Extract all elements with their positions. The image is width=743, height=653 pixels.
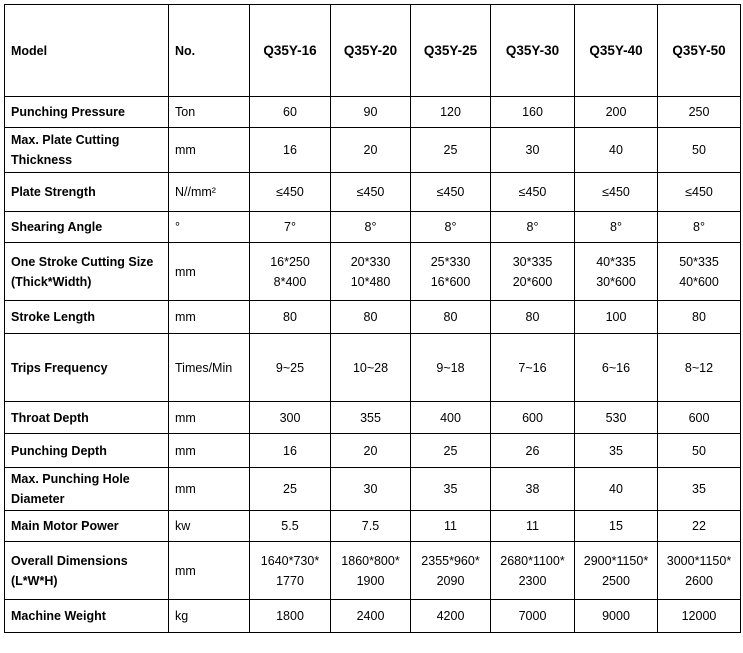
value-line: 160 (522, 105, 543, 119)
unit-cell: mm (169, 402, 250, 434)
value-line: 30 (525, 143, 540, 157)
value-cell (575, 243, 658, 301)
spec-row-trips-frequency (5, 334, 741, 402)
value-cell (250, 542, 331, 600)
value-line: 530 (605, 410, 627, 425)
value-line: 9000 (602, 609, 630, 623)
value-line: ≤450 (436, 185, 465, 199)
model-q35y-16: Q35Y-16 (250, 5, 331, 97)
value-line: 20*330 (350, 254, 391, 269)
value-line: 2600 (685, 573, 713, 588)
value-line: 26 (525, 443, 540, 458)
value-cell (491, 434, 575, 468)
value-line: 35 (609, 443, 623, 458)
model-header: Model (5, 5, 169, 97)
value-cell (250, 243, 331, 301)
param-label-line: Punching Depth (11, 443, 107, 458)
value-line: 90 (363, 105, 378, 119)
param-label-line: Plate Strength (11, 185, 96, 199)
value-cell (411, 173, 491, 212)
value-line: 80 (283, 310, 297, 324)
value-cell (575, 128, 658, 173)
value-cell (331, 402, 411, 434)
value-line: 8° (444, 220, 457, 234)
value-cell (250, 212, 331, 243)
param-label (5, 243, 169, 301)
param-label (5, 334, 169, 402)
param-label-line: Shearing Angle (11, 220, 103, 234)
value-line: 7~16 (518, 360, 547, 375)
value-line: 10*480 (350, 274, 391, 289)
value-cell (658, 173, 741, 212)
param-label (5, 402, 169, 434)
model-q35y-30: Q35Y-30 (491, 5, 575, 97)
value-line: 35 (443, 482, 458, 496)
value-cell (491, 128, 575, 173)
value-cell (491, 334, 575, 402)
value-line: 20*600 (512, 274, 553, 289)
value-cell (250, 468, 331, 511)
value-cell (250, 334, 331, 402)
value-line: 3000*1150* (666, 553, 732, 568)
value-line: 600 (522, 410, 543, 425)
value-line: 200 (605, 105, 627, 119)
value-line: ≤450 (276, 185, 304, 199)
value-cell (575, 600, 658, 633)
value-cell (411, 334, 491, 402)
param-label (5, 301, 169, 334)
value-line: 8° (364, 220, 377, 234)
value-line: 16 (283, 143, 297, 157)
param-label-line: Max. Punching Hole (11, 472, 130, 486)
value-line: 8~12 (684, 360, 714, 375)
value-cell (575, 212, 658, 243)
value-cell (250, 97, 331, 128)
value-cell (658, 511, 741, 542)
param-label (5, 511, 169, 542)
model-q35y-40: Q35Y-40 (575, 5, 658, 97)
value-cell (411, 212, 491, 243)
unit-cell: Ton (169, 97, 250, 128)
param-label (5, 542, 169, 600)
value-cell (575, 468, 658, 511)
spec-row-machine-weight (5, 600, 741, 633)
param-label-line: Throat Depth (11, 410, 89, 425)
value-cell (658, 97, 741, 128)
value-line: 16 (283, 443, 297, 458)
value-cell (331, 212, 411, 243)
value-line: 20 (363, 443, 378, 458)
value-line: 40*600 (679, 274, 719, 289)
value-line: 40 (609, 143, 623, 157)
param-label-line: Main Motor Power (11, 519, 119, 533)
value-cell (658, 301, 741, 334)
value-line: 38 (525, 482, 540, 496)
value-cell (575, 173, 658, 212)
value-cell (491, 301, 575, 334)
value-line: ≤450 (356, 185, 385, 199)
param-label (5, 97, 169, 128)
value-line: 9~25 (275, 360, 305, 375)
value-line: 2680*1100* (500, 553, 565, 568)
spec-row-main-motor-power (5, 511, 741, 542)
value-line: 25 (443, 143, 458, 157)
value-line: 1900 (356, 573, 385, 588)
param-label (5, 600, 169, 633)
param-label-line: Overall Dimensions (11, 553, 128, 568)
value-line: 11 (526, 519, 539, 533)
value-line: 100 (605, 310, 627, 324)
value-line: 355 (360, 410, 381, 425)
value-line: 40 (609, 482, 623, 496)
value-cell (491, 97, 575, 128)
param-label-line: (Thick*Width) (11, 274, 92, 289)
model-q35y-20: Q35Y-20 (331, 5, 411, 97)
param-label-line: (L*W*H) (11, 573, 58, 588)
spec-row-stroke-length (5, 301, 741, 334)
value-line: 12000 (681, 609, 717, 623)
value-line: 8° (693, 220, 705, 234)
value-line: 7° (284, 220, 296, 234)
value-line: 80 (443, 310, 458, 324)
value-cell (575, 301, 658, 334)
unit-cell: mm (169, 243, 250, 301)
value-cell (331, 301, 411, 334)
value-cell (658, 468, 741, 511)
value-cell (575, 542, 658, 600)
value-cell (658, 212, 741, 243)
value-line: 50 (692, 143, 706, 157)
value-line: 7.5 (361, 519, 380, 533)
value-cell (411, 511, 491, 542)
value-cell (331, 542, 411, 600)
value-cell (658, 600, 741, 633)
value-cell (331, 511, 411, 542)
value-cell (575, 402, 658, 434)
param-label-line: Thickness (11, 153, 73, 167)
value-cell (658, 243, 741, 301)
value-cell (491, 511, 575, 542)
value-cell (658, 542, 741, 600)
value-cell (411, 468, 491, 511)
unit-cell: N//mm² (169, 173, 250, 212)
value-line: 6~16 (601, 360, 631, 375)
value-line: 50*335 (679, 254, 719, 269)
param-label-line: Machine Weight (11, 609, 106, 623)
value-cell (658, 402, 741, 434)
value-cell (491, 600, 575, 633)
spec-row-shearing-angle (5, 212, 741, 243)
value-cell (575, 511, 658, 542)
value-line: 80 (525, 310, 540, 324)
value-cell (411, 434, 491, 468)
spec-row-punching-pressure (5, 97, 741, 128)
value-cell (491, 542, 575, 600)
spec-row-one-stroke-cutting-size (5, 243, 741, 301)
value-line: 30 (363, 482, 378, 496)
value-line: 2400 (356, 609, 385, 623)
value-cell (331, 600, 411, 633)
spec-row-overall-dimensions (5, 542, 741, 600)
value-line: 30*335 (512, 254, 553, 269)
param-label (5, 468, 169, 511)
value-line: 4200 (436, 609, 465, 623)
model-q35y-25: Q35Y-25 (411, 5, 491, 97)
value-line: 8*400 (273, 274, 307, 289)
value-line: ≤450 (685, 185, 713, 199)
spec-row-max-plate-cutting-thickness (5, 128, 741, 173)
unit-cell: kw (169, 511, 250, 542)
param-label-line: One Stroke Cutting Size (11, 254, 154, 269)
value-line: 20 (363, 143, 378, 157)
value-cell (331, 434, 411, 468)
value-line: 9~18 (436, 360, 465, 375)
value-line: 250 (688, 105, 710, 119)
value-cell (331, 334, 411, 402)
value-cell (411, 402, 491, 434)
unit-cell: Times/Min (169, 334, 250, 402)
value-line: 8° (610, 220, 622, 234)
spec-row-punching-depth (5, 434, 741, 468)
unit-cell: mm (169, 301, 250, 334)
value-cell (250, 434, 331, 468)
value-cell (491, 402, 575, 434)
value-cell (491, 468, 575, 511)
value-line: 80 (692, 310, 706, 324)
value-line: 400 (440, 410, 461, 425)
value-line: 1800 (276, 609, 304, 623)
param-label-line: Max. Plate Cutting (11, 133, 120, 147)
value-line: 40*335 (596, 254, 636, 269)
value-cell (411, 97, 491, 128)
value-cell (658, 334, 741, 402)
value-line: 35 (692, 482, 706, 496)
value-line: 16*250 (270, 254, 310, 269)
value-line: 16*600 (430, 274, 471, 289)
value-cell (411, 128, 491, 173)
value-cell (250, 301, 331, 334)
param-label (5, 128, 169, 173)
value-cell (575, 334, 658, 402)
value-cell (250, 402, 331, 434)
value-line: 50 (692, 443, 706, 458)
value-cell (411, 243, 491, 301)
unit-cell: mm (169, 468, 250, 511)
value-line: 2090 (436, 573, 465, 588)
value-cell (658, 128, 741, 173)
value-cell (250, 600, 331, 633)
value-line: 10~28 (352, 360, 389, 375)
value-line: 25*330 (430, 254, 471, 269)
value-line: 300 (279, 410, 301, 425)
value-line: 1860*800* (341, 553, 400, 568)
param-label (5, 173, 169, 212)
spec-row-max-punching-hole-diameter (5, 468, 741, 511)
value-cell (250, 128, 331, 173)
value-cell (331, 243, 411, 301)
header-row (5, 5, 741, 97)
value-cell (491, 212, 575, 243)
value-line: 2355*960* (421, 553, 480, 568)
value-line: 2300 (518, 573, 547, 588)
value-line: 80 (363, 310, 378, 324)
value-line: 1770 (276, 573, 304, 588)
value-cell (331, 173, 411, 212)
value-cell (411, 600, 491, 633)
value-cell (658, 434, 741, 468)
value-line: 7000 (518, 609, 547, 623)
value-line: 120 (440, 105, 461, 119)
value-cell (411, 301, 491, 334)
value-cell (250, 173, 331, 212)
spec-row-plate-strength (5, 173, 741, 212)
value-cell (250, 511, 331, 542)
unit-cell: mm (169, 128, 250, 173)
value-line: 1640*730* (260, 553, 320, 568)
value-cell (575, 434, 658, 468)
unit-cell: ° (169, 212, 250, 243)
value-cell (331, 97, 411, 128)
unit-cell: mm (169, 434, 250, 468)
value-cell (331, 128, 411, 173)
value-line: 30*600 (596, 274, 636, 289)
value-line: 2900*1150* (583, 553, 649, 568)
value-line: 8° (526, 220, 539, 234)
param-label (5, 434, 169, 468)
spec-table (4, 4, 741, 633)
value-cell (411, 542, 491, 600)
value-line: 25 (283, 482, 297, 496)
value-line: 11 (444, 519, 457, 533)
no-header: No. (169, 5, 250, 97)
value-line: 60 (283, 105, 297, 119)
value-line: 2500 (602, 573, 630, 588)
spec-row-throat-depth (5, 402, 741, 434)
param-label (5, 212, 169, 243)
model-q35y-50: Q35Y-50 (658, 5, 741, 97)
param-label-line: Trips Frequency (11, 360, 108, 375)
unit-cell: kg (169, 600, 250, 633)
value-line: 22 (692, 519, 706, 533)
value-cell (491, 173, 575, 212)
value-line: ≤450 (518, 185, 547, 199)
value-line: 25 (443, 443, 458, 458)
param-label-line: Diameter (11, 492, 65, 506)
value-cell (575, 97, 658, 128)
value-cell (331, 468, 411, 511)
param-label-line: Stroke Length (11, 310, 96, 324)
value-line: 15 (609, 519, 623, 533)
value-line: ≤450 (602, 185, 630, 199)
value-cell (491, 243, 575, 301)
unit-cell: mm (169, 542, 250, 600)
param-label-line: Punching Pressure (11, 105, 125, 119)
value-line: 600 (688, 410, 710, 425)
value-line: 5.5 (281, 519, 299, 533)
